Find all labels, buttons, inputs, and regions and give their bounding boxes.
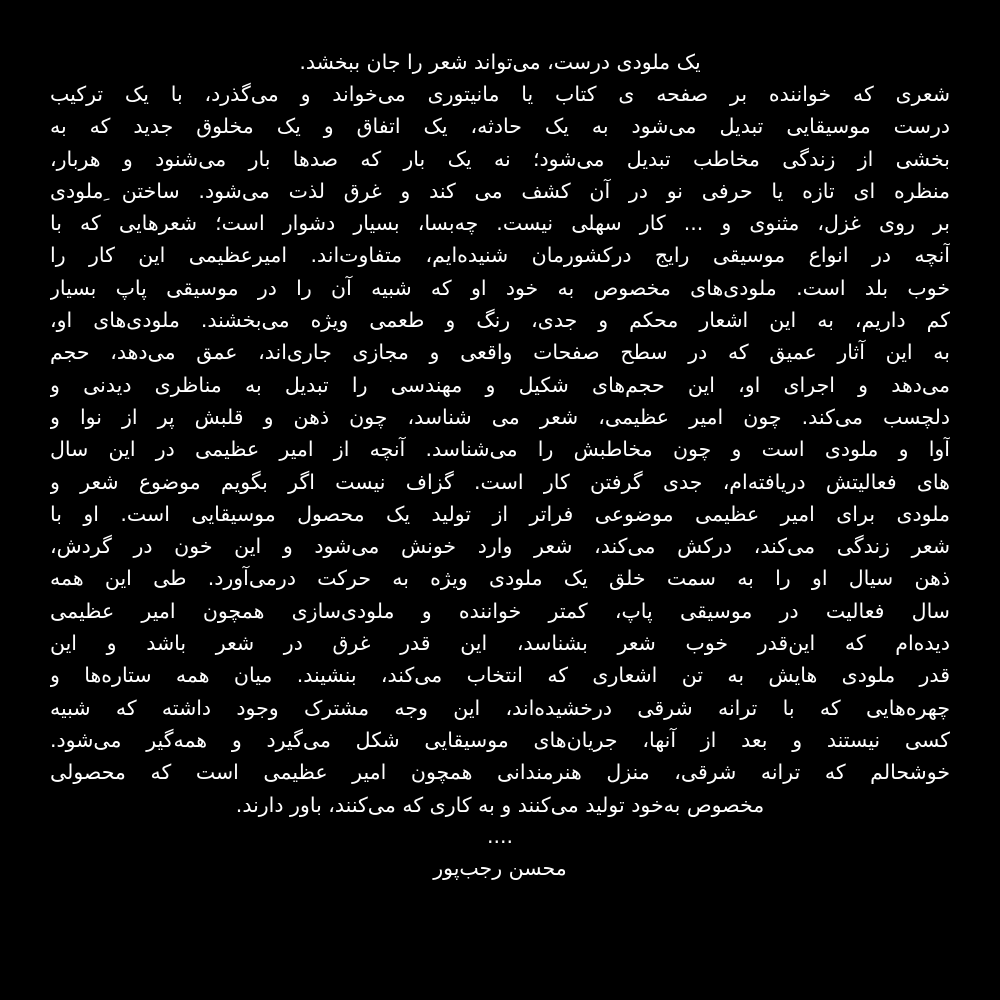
body-line: منظره ای تازه یا حرفی نو در آن کشف می کند و غرق لذت می‌شود. ساختن ِملودی [50, 178, 950, 203]
author-signature: محسن رجب‌پور [433, 855, 567, 880]
body-line: دلچسب می‌کند. چون امیر عظیمی، شعر می شناسد، چون ذهن و قلبش پر از نوا و [50, 404, 950, 429]
body-line: سال فعالیت در موسیقی پاپ، کمتر خواننده و ملودی‌سازی همچون امیر عظیمی [50, 598, 950, 623]
body-line: به این آثار عمیق که در سطح صفحات واقعی و مجازی جاری‌اند، عمق می‌دهد، حجم [50, 340, 950, 365]
body-line: شعری که خواننده بر صفحه ی کتاب یا مانیتوری می‌خواند و می‌گذرد، با یک ترکیب [50, 82, 950, 106]
body-line: کم داریم، به این اشعار محکم و جدی، رنگ و طعمی ویژه می‌بخشند. ملودی‌های او، [50, 308, 950, 333]
body-line: چهره‌هایی که با ترانه شرقی درخشیده‌اند، این وجه مشترک وجود داشته که شبیه [50, 695, 950, 720]
body-line: ملودی برای امیر عظیمی موضوعی فراتر از تولید یک محصول موسیقایی است. او با [50, 501, 950, 526]
body-line: آوا و ملودی است و چون مخاطبش را می‌شناسد. آنچه از امیر عظیمی در این سال [50, 437, 950, 462]
body-line: می‌دهد و اجرای او، این حجم‌های شکیل و مهندسی را تبدیل به مناظری دیدنی و [50, 372, 950, 397]
body-line: بر روی غزل، مثنوی و ... کار سهلی نیست. چه‌بسا، بسیار دشوار است؛ شعرهایی که با [50, 211, 950, 236]
body-line: قدر ملودی هایش به تن اشعاری که انتخاب می‌کند، بنشیند. میان همه ستاره‌ها و [50, 663, 950, 688]
body-line: بخشی از زندگی مخاطب تبدیل می‌شود؛ نه یک بار که صدها بار می‌شنود و هربار، [50, 146, 950, 171]
body-line: کسی نیستند و بعد از آنها، جریان‌های موسیقایی شکل می‌گیرد و همه‌گیر می‌شود. [50, 727, 950, 752]
body-line: شعر زندگی می‌کند، درکش می‌کند، شعر وارد خونش می‌شود و این خون در گردش، [50, 534, 950, 559]
body-line: خوب بلد است. ملودی‌های مخصوص به خود او که شبیه آن را در موسیقی پاپ بسیار [50, 275, 950, 300]
body-line: خوشحالم که ترانه شرقی، منزل هنرمندانی همچون امیر عظیمی است که محصولی [50, 760, 950, 785]
body-line: دیده‌ام که این‌قدر خوب شعر بشناسد، این قدر غرق در شعر باشد و این [50, 631, 950, 656]
body-line: درست موسیقایی تبدیل می‌شود به یک حادثه، یک اتفاق و یک مخلوق جدید که به [50, 114, 950, 139]
document-title: یک ملودی درست، می‌تواند شعر را جان ببخشد. [299, 50, 701, 74]
ellipsis: .... [486, 823, 514, 848]
body-line: های فعالیتش دریافته‌ام، جدی گرفتن کار است. گزاف نیست اگر بگویم موضوع شعر و [50, 469, 950, 494]
body-line: آنچه در انواع موسیقی رایج درکشورمان شنیده‌ایم، متفاوت‌اند. امیرعظیمی این کار را [50, 243, 950, 268]
body-text [50, 78, 950, 821]
body-line: مخصوص به‌خود تولید می‌کنند و به کاری که می‌کنند، باور دارند. [235, 792, 765, 817]
body-line: ذهن سیال او را به سمت خلق یک ملودی ویژه به حرکت درمی‌آورد. طی این همه [50, 566, 950, 591]
